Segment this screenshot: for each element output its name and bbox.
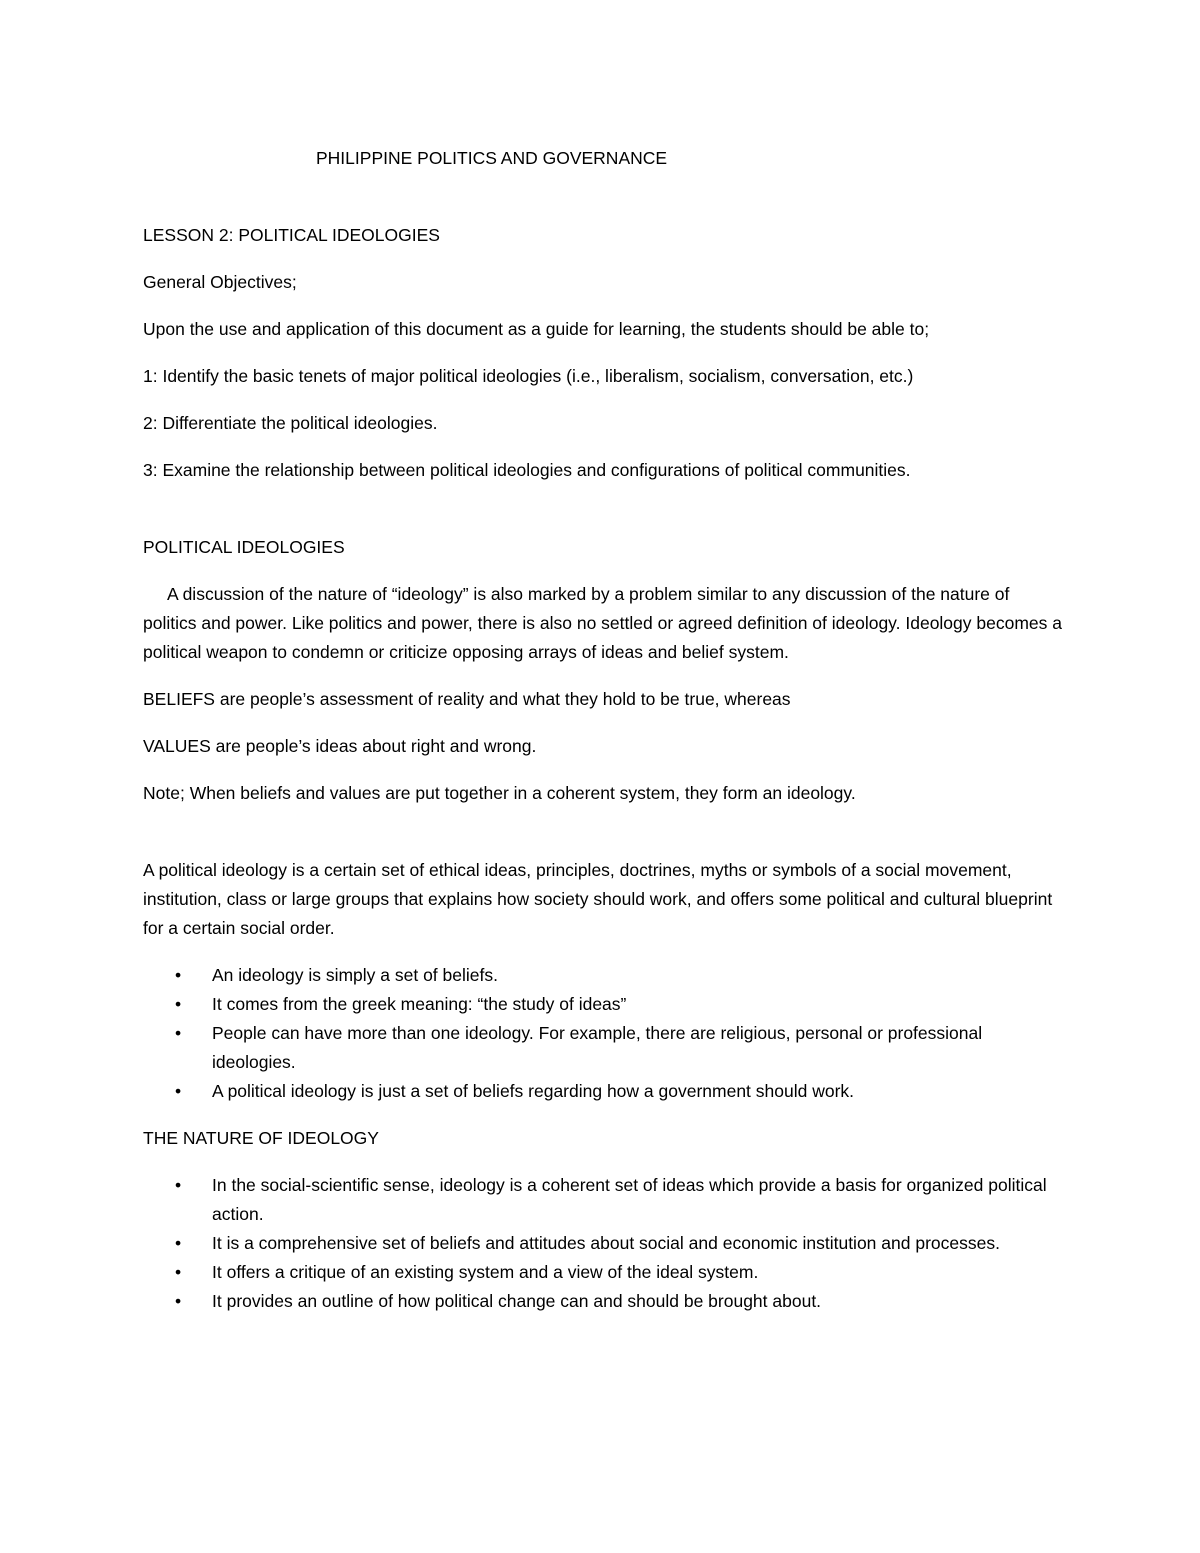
lesson-heading: LESSON 2: POLITICAL IDEOLOGIES <box>143 225 440 245</box>
note-paragraph: Note; When beliefs and values are put together in a coherent system, they form an ideology. <box>143 783 856 803</box>
list-item <box>143 1171 1063 1229</box>
bullet-icon: • <box>175 1023 182 1043</box>
section-heading-political-ideologies: POLITICAL IDEOLOGIES <box>143 537 345 557</box>
ideology-bullet-list <box>143 961 1063 1106</box>
bullet-icon: • <box>175 1175 182 1195</box>
bullet-icon: • <box>175 1262 182 1282</box>
nature-bullet-list <box>143 1171 1063 1316</box>
bullet-icon: • <box>175 1233 182 1253</box>
list-item-text: It comes from the greek meaning: “the study of ideas” <box>212 994 627 1014</box>
list-item-text: An ideology is simply a set of beliefs. <box>212 965 498 985</box>
list-item-text: It provides an outline of how political change can and should be brought about. <box>212 1291 822 1311</box>
document-title: PHILIPPINE POLITICS AND GOVERNANCE <box>316 148 668 168</box>
list-item-text: In the social-scientific sense, ideology is a coherent set of ideas which provide a basis for organized political action. <box>212 1175 1047 1224</box>
objective-item: 2: Differentiate the political ideologies. <box>143 413 438 433</box>
bullet-icon: • <box>175 965 182 985</box>
list-item-text: It offers a critique of an existing system and a view of the ideal system. <box>212 1262 759 1282</box>
beliefs-definition: BELIEFS are people’s assessment of reality and what they hold to be true, whereas <box>143 689 791 709</box>
list-item <box>143 1019 1063 1077</box>
ideology-discussion-paragraph: A discussion of the nature of “ideology” is also marked by a problem similar to any discussion of the nature of politics and power. Like politics and power, there is also no settled or agreed definition of ideology. Ideology becomes a political weapon to condemn or criticize opposing arrays of ideas and belief system. <box>143 584 1062 662</box>
bullet-icon: • <box>175 1081 182 1101</box>
list-item <box>143 961 1063 990</box>
objective-item: 3: Examine the relationship between political ideologies and configurations of political communities. <box>143 460 911 480</box>
bullet-icon: • <box>175 994 182 1014</box>
political-ideology-definition: A political ideology is a certain set of ethical ideas, principles, doctrines, myths or symbols of a social movement, institution, class or large groups that explains how society should work, and offers some political and cultural blueprint for a certain social order. <box>143 860 1053 938</box>
section-heading-nature-of-ideology: THE NATURE OF IDEOLOGY <box>143 1128 379 1148</box>
list-item <box>143 1229 1063 1258</box>
list-item <box>143 1287 1063 1316</box>
objectives-heading: General Objectives; <box>143 272 297 292</box>
list-item <box>143 1258 1063 1287</box>
list-item-text: A political ideology is just a set of beliefs regarding how a government should work. <box>212 1081 855 1101</box>
list-item <box>143 1077 1063 1106</box>
bullet-icon: • <box>175 1291 182 1311</box>
list-item-text: People can have more than one ideology. For example, there are religious, personal or professional ideologies. <box>212 1023 983 1072</box>
objectives-intro: Upon the use and application of this document as a guide for learning, the students should be able to; <box>143 319 930 339</box>
document-content <box>143 144 1063 1316</box>
list-item-text: It is a comprehensive set of beliefs and attitudes about social and economic institution and processes. <box>212 1233 1000 1253</box>
values-definition: VALUES are people’s ideas about right and wrong. <box>143 736 537 756</box>
objective-item: 1: Identify the basic tenets of major political ideologies (i.e., liberalism, socialism, conversation, etc.) <box>143 366 914 386</box>
list-item <box>143 990 1063 1019</box>
